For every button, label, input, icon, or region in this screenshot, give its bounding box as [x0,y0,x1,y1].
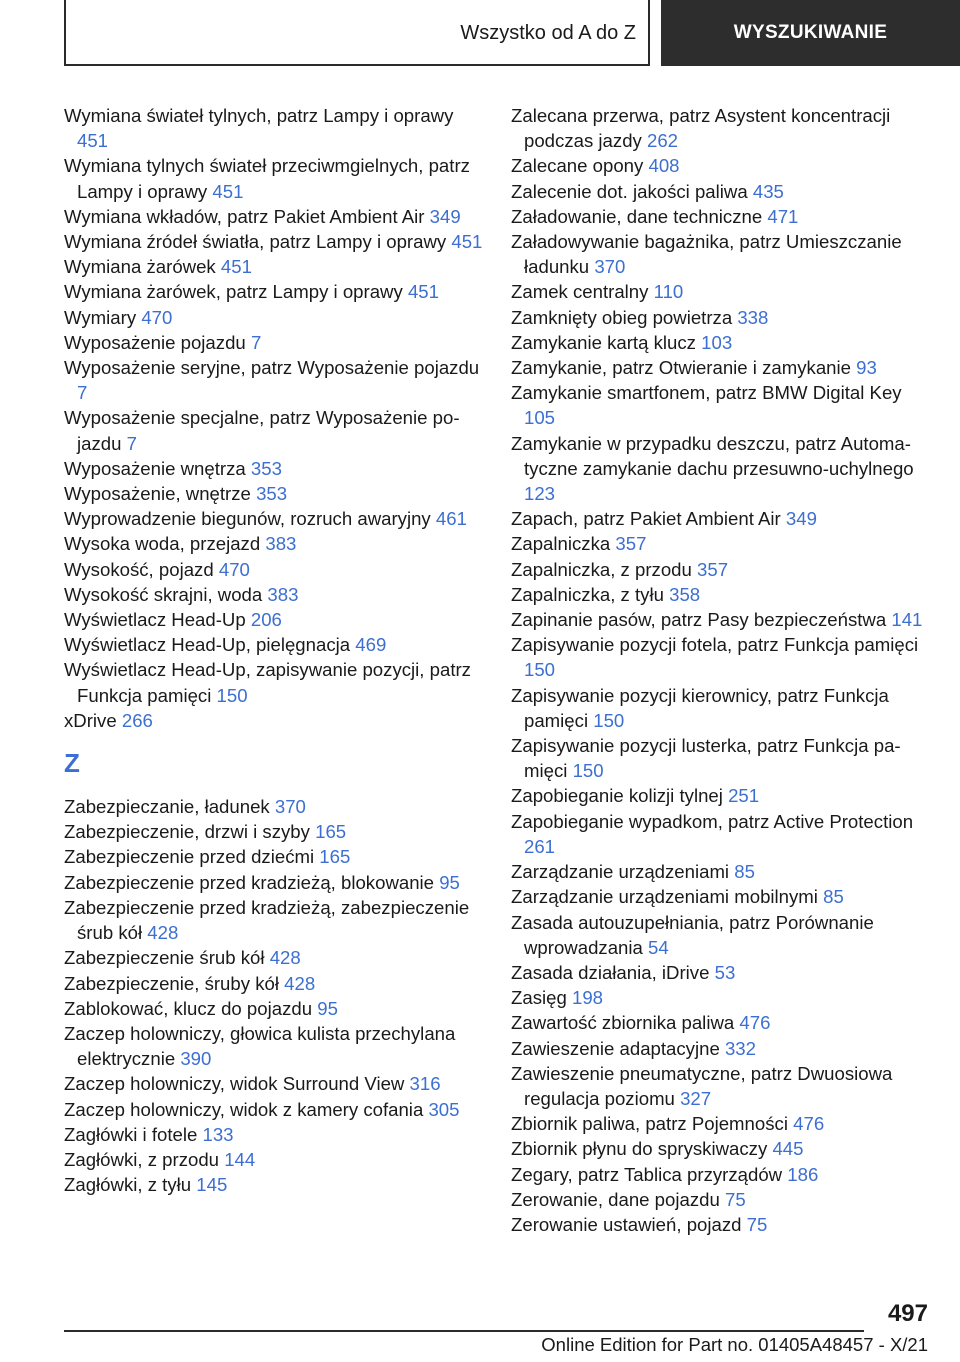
page-reference-link[interactable]: 316 [409,1073,441,1095]
index-entry [511,783,931,808]
index-entry-text: Zawieszenie pneumatyczne, patrz Dwuosiowa regulacja poziomu [511,1062,893,1109]
index-entry [64,708,484,733]
page-reference-link[interactable]: 150 [572,760,604,782]
page-reference-link[interactable]: 305 [428,1098,460,1120]
page-reference-link[interactable]: 141 [891,609,923,631]
index-entry [511,204,931,229]
index-entry-text: Zaczep holowniczy, widok z kamery cofania [64,1098,424,1120]
index-entry-text: Zawartość zbiornika paliwa [511,1012,735,1034]
index-entry [511,1187,931,1212]
index-entry [511,859,931,884]
index-entry-text: Zablokować, klucz do pojazdu [64,997,313,1019]
index-entry-text: Zamykanie smartfonem, patrz BMW Digital Key [511,382,902,404]
page-reference-link[interactable]: 476 [793,1113,825,1135]
index-entry [64,103,484,153]
index-entry-text: Zalecenie dot. jakości paliwa [511,180,748,202]
index-entry [64,996,484,1021]
index-entry-text: Zapalniczka, z przodu [511,558,692,580]
index-entry-text: Wyprowadzenie biegunów, rozruch awaryjny [64,508,431,530]
index-entry [64,794,484,819]
page-reference-link[interactable]: 445 [772,1138,804,1160]
page-reference-link[interactable]: 105 [524,407,556,429]
page-reference-link[interactable]: 428 [269,947,301,969]
page-reference-link[interactable]: 338 [737,306,769,328]
index-entry [511,305,931,330]
page-reference-link[interactable]: 262 [647,130,679,152]
index-entry-text: Zasada autouzupełniania, patrz Porównanie wprowadzania [511,911,874,958]
index-entry-text: Zaczep holowniczy, głowica kulista przechylana elektrycznie [64,1022,456,1070]
index-entry-text: Wyposażenie pojazdu [64,331,246,353]
index-entry-text: Zabezpieczenie, śruby kół [64,972,279,994]
index-entry [64,632,484,657]
index-entry-text: Wyświetlacz Head-Up, pielęgnacja [64,634,351,656]
index-entry-text: Wyposażenie seryjne, patrz Wyposażenie pojazdu [64,357,480,379]
index-entry-text: Zabezpieczenie śrub kół [64,947,265,969]
header-bottom-rule [64,64,650,66]
index-entry-text: Zagłówki i fotele [64,1123,198,1145]
page-reference-link[interactable]: 349 [785,508,817,530]
page-reference-link[interactable]: 103 [701,331,733,353]
page-reference-link[interactable]: 469 [355,634,387,656]
index-entry [511,1162,931,1187]
page-reference-link[interactable]: 451 [407,281,439,303]
index-list-w [64,103,484,733]
index-entry-text: Zarządzanie urządzeniami mobilnymi [511,886,818,908]
page-reference-link[interactable]: 266 [121,709,153,731]
index-entry [64,1122,484,1147]
index-entry [511,1036,931,1061]
page-reference-link[interactable]: 133 [202,1123,234,1145]
index-entry [511,910,931,960]
page-reference-link[interactable]: 123 [524,483,556,505]
page-number: 497 [887,1300,928,1327]
page-reference-link[interactable]: 95 [317,997,338,1019]
page-reference-link[interactable]: 383 [267,583,299,605]
index-entry-text: Zapalniczka [511,533,611,555]
index-entry [64,844,484,869]
index-column-right [511,103,931,1237]
page-reference-link[interactable]: 95 [439,871,460,893]
index-entry [64,1071,484,1096]
index-entry-text: Zamykanie, patrz Otwieranie i zamykanie [511,357,851,379]
index-entry-text: Wymiana wkładów, patrz Pakiet Ambient Air [64,205,425,227]
index-entry [64,279,484,304]
page-reference-link[interactable]: 408 [648,155,680,177]
index-entry-text: Wymiana żarówek, patrz Lampy i oprawy [64,281,403,303]
index-entry [511,683,931,733]
index-entry [511,153,931,178]
index-entry [64,657,484,707]
page-reference-link[interactable]: 358 [669,583,701,605]
index-entry [64,405,484,455]
index-entry-text: Zapisywanie pozycji kierownicy, patrz Funkcja pamięci [511,684,889,731]
index-entry [511,279,931,304]
page-reference-link[interactable]: 53 [714,961,736,983]
page-reference-link[interactable]: 85 [734,861,755,883]
index-entry-text: Zabezpieczenie przed dziećmi [64,846,315,868]
index-entry [511,960,931,985]
index-entry-text: Wyświetlacz Head-Up, zapisywanie pozycji, patrz Funkcja pamięci [64,659,471,706]
index-entry [511,380,931,430]
index-entry-text: Zamknięty obieg powietrza [511,306,733,328]
index-entry [64,1021,484,1071]
index-entry-text: Zabezpieczenie przed kradzieżą, zabezpieczenie śrub kół [64,896,470,944]
page-reference-link[interactable]: 370 [274,796,306,818]
page-reference-link[interactable]: 451 [77,130,109,152]
index-entry-text: Zamykanie kartą klucz [511,331,696,353]
index-entry [511,330,931,355]
index-entry [511,431,931,507]
index-entry-text: Wyposażenie, wnętrze [64,483,251,505]
index-entry [64,153,484,203]
index-entry-text: Wymiana tylnych świateł przeciwmgielnych, patrz Lampy i oprawy [64,155,470,202]
index-entry-text: Wysokość skrajni, woda [64,583,263,605]
page-reference-link[interactable]: 75 [724,1188,746,1210]
page-reference-link[interactable]: 198 [571,987,604,1009]
page-reference-link[interactable]: 428 [284,972,316,994]
page-reference-link[interactable]: 383 [265,533,297,555]
index-entry-text: Zalecana przerwa, patrz Asystent koncentracji podczas jazdy [511,105,891,152]
index-entry [511,557,931,582]
index-entry-text: Zapinanie pasów, patrz Pasy bezpieczeństwa [511,609,887,631]
index-entry-text: Wyposażenie specjalne, patrz Wyposażenie pojazdu [64,407,460,454]
page-reference-link[interactable]: 150 [524,659,556,681]
index-entry [64,1172,484,1197]
index-entry-text: Zbiornik paliwa, patrz Pojemności [511,1113,788,1135]
index-entry-text: Zapobieganie wypadkom, patrz Active Protection [511,810,914,832]
page-reference-link[interactable]: 332 [724,1037,756,1059]
index-entry [64,557,484,582]
page-header [0,0,960,66]
page-reference-link[interactable]: 353 [256,483,288,505]
page-reference-link[interactable]: 451 [220,256,252,278]
index-entry-text: Zagłówki, z tyłu [64,1174,192,1196]
index-entry [64,254,484,279]
index-entry-text: Zerowanie ustawień, pojazd [511,1213,742,1235]
index-entry [64,1097,484,1122]
index-entry [511,355,931,380]
page-reference-link[interactable]: 85 [823,886,844,908]
index-entry [511,506,931,531]
search-tab[interactable]: WYSZUKIWANIE [661,0,960,66]
index-entry-text: xDrive [64,709,117,731]
page-reference-link[interactable]: 390 [180,1048,212,1070]
index-entry [64,531,484,556]
index-entry-text: Wysoka woda, przejazd [64,533,261,555]
index-entry [64,229,484,254]
index-entry-text: Zerowanie, dane pojazdu [511,1188,720,1210]
index-entry [64,870,484,895]
index-entry [511,531,931,556]
page-reference-link[interactable]: 461 [435,508,467,530]
index-entry-text: Zagłówki, z przodu [64,1148,220,1170]
index-entry-text: Wymiana źródeł światła, patrz Lampy i oprawy [64,231,447,253]
page-reference-link[interactable]: 7 [77,382,88,404]
page-reference-link[interactable]: 476 [739,1012,771,1034]
index-entry [511,985,931,1010]
page-reference-link[interactable]: 327 [680,1087,712,1109]
index-entry-text: Zamykanie w przypadku deszczu, patrz Automatyczne zamykanie dachu przesuwno-uchylnego [511,432,914,479]
page-reference-link[interactable]: 75 [746,1213,768,1235]
index-entry-text: Zapisywanie pozycji fotela, patrz Funkcja pamięci [511,634,919,656]
page-reference-link[interactable]: 165 [315,821,347,843]
page-reference-link[interactable]: 357 [697,558,729,580]
page-reference-link[interactable]: 261 [524,835,556,857]
page-reference-link[interactable]: 349 [429,205,461,227]
page-reference-link[interactable]: 470 [141,306,173,328]
index-entry [511,733,931,783]
index-entry-text: Załadowywanie bagażnika, patrz Umieszczanie ładunku [511,231,902,278]
page-reference-link[interactable]: 110 [653,281,684,303]
page-reference-link[interactable]: 370 [594,256,626,278]
index-entry-text: Wymiana żarówek [64,256,216,278]
index-entry [511,582,931,607]
index-entry [511,1061,931,1111]
index-entry-text: Zamek centralny [511,281,649,303]
index-entry [64,819,484,844]
index-entry [64,971,484,996]
index-entry [64,895,484,945]
page-reference-link[interactable]: 428 [147,922,179,944]
page-reference-link[interactable]: 206 [250,609,282,631]
page-reference-link[interactable]: 150 [216,684,248,706]
index-entry [64,204,484,229]
index-entry [64,506,484,531]
index-entry-text: Zalecane opony [511,155,644,177]
index-entry-text: Zapach, patrz Pakiet Ambient Air [511,508,781,530]
header-section-title: Wszystko od A do Z [460,22,636,44]
index-entry-text: Zabezpieczanie, ładunek [64,796,270,818]
index-entry-text: Zapisywanie pozycji lusterka, patrz Funkcja pamięci [511,735,901,782]
index-entry [511,607,931,632]
index-entry [64,330,484,355]
page-reference-link[interactable]: 251 [728,785,760,807]
index-entry-text: Zarządzanie urządzeniami [511,861,730,883]
index-entry [511,1111,931,1136]
page-reference-link[interactable]: 357 [615,533,647,555]
index-entry [511,884,931,909]
index-entry [64,945,484,970]
page-reference-link[interactable]: 451 [451,231,483,253]
index-entry-text: Zbiornik płynu do spryskiwaczy [511,1138,768,1160]
page-reference-link[interactable]: 470 [218,558,250,580]
index-entry-text: Zabezpieczenie przed kradzieżą, blokowanie [64,871,435,893]
page-reference-link[interactable]: 145 [196,1174,228,1196]
page-reference-link[interactable]: 435 [752,180,784,202]
page-reference-link[interactable]: 353 [250,457,282,479]
header-divider [648,0,650,66]
index-entry [64,481,484,506]
index-entry [64,355,484,405]
page-reference-link[interactable]: 7 [126,432,137,454]
index-list-z [64,794,484,1197]
index-entry-text: Zaczep holowniczy, widok Surround View [64,1073,405,1095]
page-reference-link[interactable]: 165 [319,846,351,868]
index-entry-text: Załadowanie, dane techniczne [511,205,763,227]
index-entry [511,229,931,279]
index-entry [64,305,484,330]
index-entry [511,1010,931,1035]
page-reference-link[interactable]: 144 [224,1148,256,1170]
index-entry [64,1147,484,1172]
page-reference-link[interactable]: 93 [856,357,877,379]
index-entry [511,632,931,682]
footer-edition-text: Online Edition for Part no. 01405A48457 - X/21 [541,1334,928,1355]
index-entry-text: Zasięg [511,987,567,1009]
index-entry [511,103,931,153]
index-entry-text: Zawieszenie adaptacyjne [511,1037,720,1059]
index-column-left [64,103,484,1197]
index-entry-text: Zabezpieczenie, drzwi i szyby [64,821,310,843]
index-entry-text: Wysokość, pojazd [64,558,214,580]
page-reference-link[interactable]: 186 [787,1163,819,1185]
index-entry-text: Wyświetlacz Head-Up [64,609,246,631]
index-entry [64,582,484,607]
index-entry-text: Zasada działania, iDrive [511,961,710,983]
page-reference-link[interactable]: 54 [648,936,669,958]
page-reference-link[interactable]: 150 [593,709,625,731]
index-entry-text: Zapobieganie kolizji tylnej [511,785,723,807]
index-entry-text: Zegary, patrz Tablica przyrządów [511,1163,783,1185]
index-entry-text: Wymiana świateł tylnych, patrz Lampy i oprawy [64,105,454,126]
index-entry [64,607,484,632]
index-entry-text: Wymiary [64,306,137,328]
index-entry [511,1212,931,1237]
page-reference-link[interactable]: 471 [767,205,799,227]
footer-rule [64,1330,864,1332]
index-entry [511,179,931,204]
page-reference-link[interactable]: 451 [212,180,244,202]
index-entry [64,456,484,481]
index-entry-text: Zapalniczka, z tyłu [511,583,664,605]
letter-heading-z: Z [64,748,80,779]
index-entry-text: Wyposażenie wnętrza [64,457,246,479]
index-entry [511,1136,931,1161]
page-reference-link[interactable]: 7 [250,331,262,353]
index-list-z-continued [511,103,931,1237]
index-entry [511,809,931,859]
